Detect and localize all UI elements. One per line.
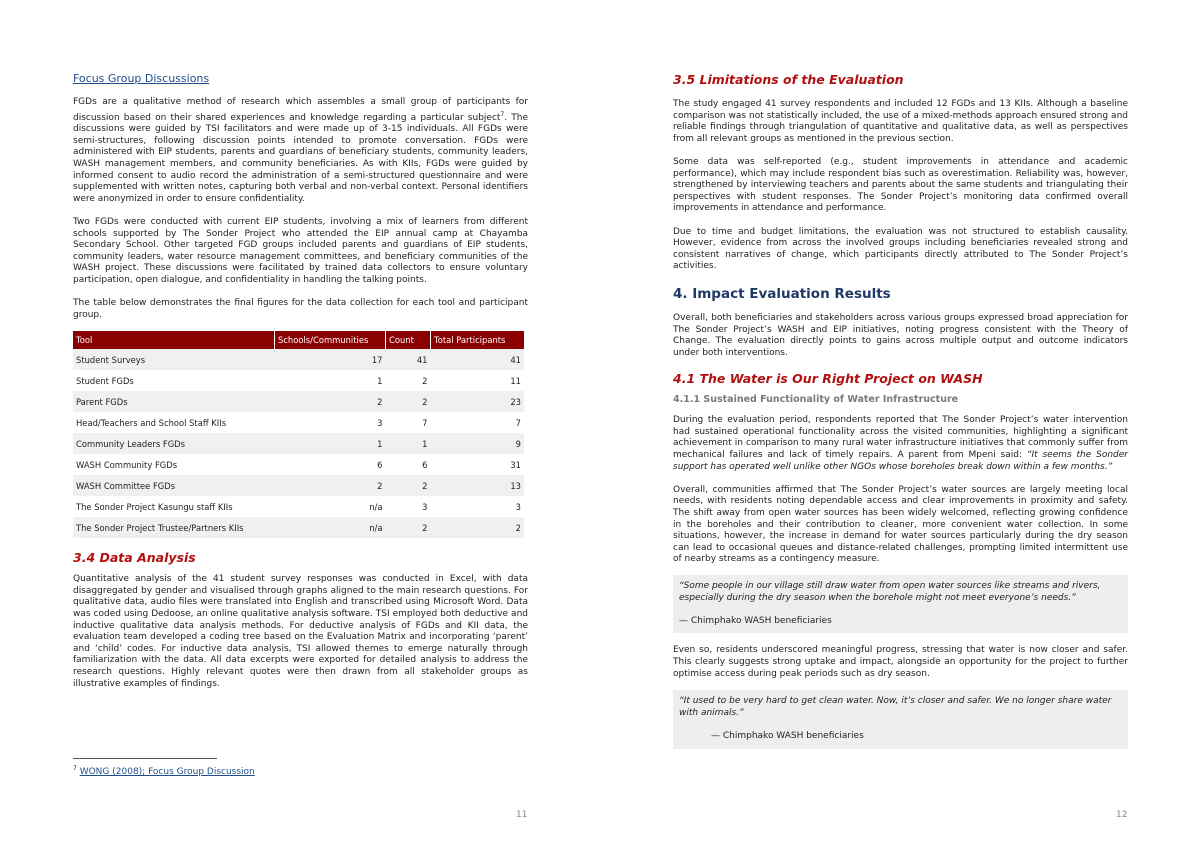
fgd-paragraph-3: The table below demonstrates the final figures for the data collection for each tool and participant group.	[73, 298, 528, 320]
table-cell: 31	[510, 459, 521, 470]
functionality-paragraph-3: Even so, residents underscored meaningful progress, stressing that water is now closer and safer. This clearly suggests strong uptake and impact, alongside an opportunity for the project to further optimise access during peak periods such as dry season.	[673, 645, 1128, 679]
table-row	[73, 475, 524, 496]
footnote-divider	[73, 758, 217, 759]
table-row	[73, 391, 524, 412]
footnote-reference[interactable]: 7	[500, 110, 505, 118]
focus-group-heading[interactable]: Focus Group Discussions	[73, 72, 210, 85]
quote-2-attribution: — Chimphako WASH beneficiaries	[711, 730, 864, 741]
table-cell: n/a	[369, 501, 383, 512]
section-3-4-title: 3.4 Data Analysis	[73, 550, 196, 566]
table-cell: 9	[431, 433, 525, 454]
table-cell: Student FGDs	[76, 375, 134, 386]
data-collection-table	[73, 331, 524, 538]
table-cell: 11	[510, 375, 521, 386]
table-cell: 2	[275, 475, 386, 496]
table-cell: 13	[431, 475, 525, 496]
footnote	[73, 765, 255, 777]
table-header-total: Total Participants	[431, 331, 525, 349]
table-header-count: Count	[386, 331, 431, 349]
table-cell: The Sonder Project Trustee/Partners KIIs	[73, 517, 275, 538]
functionality-paragraph-1-text: During the evaluation period, respondents reported that The Sonder Project’s water intervention had sustained operational functionality across the visited communities, highlighting a significant achievement in comparison to many rural water infrastructure initiatives that commonly suffer from mechanical failures and lack of timely repairs. A parent from Mpeni said:	[673, 415, 1128, 461]
table-cell: 23	[431, 391, 525, 412]
limitations-paragraph-2: Some data was self-reported (e.g., student improvements in attendance and academic performance), which may include respondent bias such as overestimation. Reliability was, however, strengthened by interviewing teachers and parents about the same students and triangulating their perspectives with student responses. The Sonder Project’s monitoring data confirmed overall improvements in attendance and performance.	[673, 156, 1128, 214]
table-cell: 41	[386, 349, 431, 370]
table-cell: 2	[386, 391, 431, 412]
table-header-tool: Tool	[73, 331, 275, 349]
quote-box-1	[673, 575, 1128, 633]
functionality-paragraph-2: Overall, communities affirmed that The Sonder Project’s water sources are largely meeting local needs, with residents noting dependable access and clear improvements in proximity and safety. The shift away from open water sources has been widely welcomed, reflecting growing confidence in the boreholes and their contribution to cleaner, more convenient water collection. In some situations, however, the increase in demand for water sources particularly during the dry season can lead to occasional queues and distance-related challenges, prompting limited intermittent use of nearby streams as a contingency measure.	[673, 484, 1128, 565]
page-number-left: 11	[516, 810, 528, 820]
section-4-1-title: 4.1 The Water is Our Right Project on WASH	[673, 371, 983, 387]
table-cell: 2	[275, 391, 386, 412]
table-cell: 7	[515, 417, 521, 428]
table-cell: 3	[515, 501, 521, 512]
table-cell: 3	[422, 501, 428, 512]
quote-1-text: “Some people in our village still draw water from open water sources like streams and rivers, especially during the dry season when the borehole might not meet everyone’s needs.”	[679, 581, 1101, 603]
table-cell: Head/Teachers and School Staff KIIs	[76, 417, 227, 428]
section-3-5-title: 3.5 Limitations of the Evaluation	[673, 72, 904, 87]
table-cell: 1	[377, 375, 383, 386]
section-4-1-1-title: 4.1.1 Sustained Functionality of Water Infrastructure	[673, 394, 959, 406]
left-page-content	[73, 72, 528, 690]
table-cell: WASH Committee FGDs	[73, 475, 275, 496]
table-cell: 1	[386, 433, 431, 454]
fgd-paragraph-2: Two FGDs were conducted with current EIP students, involving a mix of learners from different schools supported by The Sonder Project who attended the EIP annual camp at Chayamba Secondary School. Other targeted FGD groups included parents and guardians of EIP students, community leaders, water resource management committees, and beneficiary communities of the WASH project. These discussions were facilitated by trained data collectors to ensure voluntary participation, open dialogue, and confidentiality in handling the talking points.	[73, 216, 528, 285]
table-row	[73, 454, 524, 475]
table-row	[73, 433, 524, 454]
footnote-link[interactable]: WONG (2008); Focus Group Discussion	[79, 767, 255, 777]
table-row	[73, 412, 524, 433]
quote-box-2	[673, 690, 1128, 748]
table-cell: 17	[275, 349, 386, 370]
table-cell: 3	[377, 417, 383, 428]
functionality-paragraph-1	[673, 415, 1128, 473]
table-cell: n/a	[275, 517, 386, 538]
table-cell: 6	[422, 459, 428, 470]
table-cell: 1	[275, 433, 386, 454]
table-row	[73, 496, 524, 517]
table-cell: 2	[422, 375, 428, 386]
footnote-number: 7	[73, 765, 77, 772]
table-cell: 7	[422, 417, 428, 428]
table-row	[73, 517, 524, 538]
table-row	[73, 370, 524, 391]
impact-results-paragraph: Overall, both beneficiaries and stakeholders across various groups expressed broad appreciation for The Sonder Project’s WASH and EIP initiatives, noting progress consistent with the Theory of Change. The evaluation directly points to gains across multiple output and outcome indicators under both interventions.	[673, 312, 1128, 358]
fgd-paragraph-1	[73, 97, 528, 205]
table-cell: The Sonder Project Kasungu staff KIIs	[76, 501, 233, 512]
parent-quote: “It seems the Sonder support has operated well unlike other NGOs whose boreholes break down within a few months.”	[673, 450, 1128, 472]
right-page-content	[673, 72, 1128, 749]
limitations-paragraph-3: Due to time and budget limitations, the evaluation was not structured to establish causality. However, evidence from across the involved groups including beneficiaries revealed strong and consistent narratives of change, which participants directly attributed to The Sonder Project’s activities.	[673, 226, 1128, 272]
table-cell: Parent FGDs	[73, 391, 275, 412]
quote-2-text: “It used to be very hard to get clean water. Now, it’s closer and safer. We no longer share water with animals.”	[679, 696, 1112, 718]
table-cell: 2	[431, 517, 525, 538]
limitations-paragraph-1: The study engaged 41 survey respondents and included 12 FGDs and 13 KIIs. Although a baseline comparison was not statistically included, the use of a mixed-methods approach ensured strong and reliable findings through triangulation of quantitative and qualitative data, as well as perspectives from all relevant groups as mentioned in the previous section.	[673, 99, 1128, 144]
table-cell: 6	[377, 459, 383, 470]
table-cell: WASH Community FGDs	[76, 459, 178, 470]
table-header-row	[73, 331, 524, 349]
page-number-right: 12	[1116, 810, 1128, 820]
fgd-paragraph-1-rest: . The discussions were guided by TSI facilitators and were made up of 3-15 individuals. All FGDs were semi-structures, following discussion points intended to promote conversation. FGDs were administered with EIP students, parents and guardians of beneficiary students, community leaders, WASH management members, and community beneficiaries. As with KIIs, FGDs were guided by informed consent to audio record the administration of a semi-structured questionnaire and were supplemented with written notes, capturing both verbal and non-verbal context. Personal identifiers were anonymized in order to ensure confidentiality.	[73, 112, 528, 204]
table-cell: Community Leaders FGDs	[73, 433, 275, 454]
table-cell: Student Surveys	[73, 349, 275, 370]
table-header-schools: Schools/Communities	[275, 331, 386, 349]
quote-1-attribution: — Chimphako WASH beneficiaries	[679, 615, 832, 626]
fgd-paragraph-1-text: FGDs are a qualitative method of research which assembles a small group of participants for discussion based on their shared experiences and knowledge regarding a particular subject	[73, 97, 528, 123]
table-cell: 41	[431, 349, 525, 370]
table-row	[73, 349, 524, 370]
data-analysis-paragraph: Quantitative analysis of the 41 student survey responses was conducted in Excel, with data disaggregated by gender and visualised through graphs aligned to the main research questions. For qualitative data, audio files were translated into English and transcribed using Microsoft Word. Data was coded using Dedoose, an online qualitative analysis software. TSI employed both deductive and inductive qualitative data analysis methods. For deductive analysis of FGDs and KII data, the evaluation team developed a coding tree based on the Evaluation Matrix and incorporating ‘parent’ and ‘child’ codes. For inductive data analysis, TSI allowed themes to emerge naturally through familiarization with the data. All data excerpts were exported for detailed analysis to address the research questions. Highly relevant quotes were then drawn from all stakeholder groups as illustrative examples of findings.	[73, 574, 528, 689]
section-4-title: 4. Impact Evaluation Results	[673, 285, 891, 302]
table-cell: 2	[386, 475, 431, 496]
table-cell: 2	[386, 517, 431, 538]
